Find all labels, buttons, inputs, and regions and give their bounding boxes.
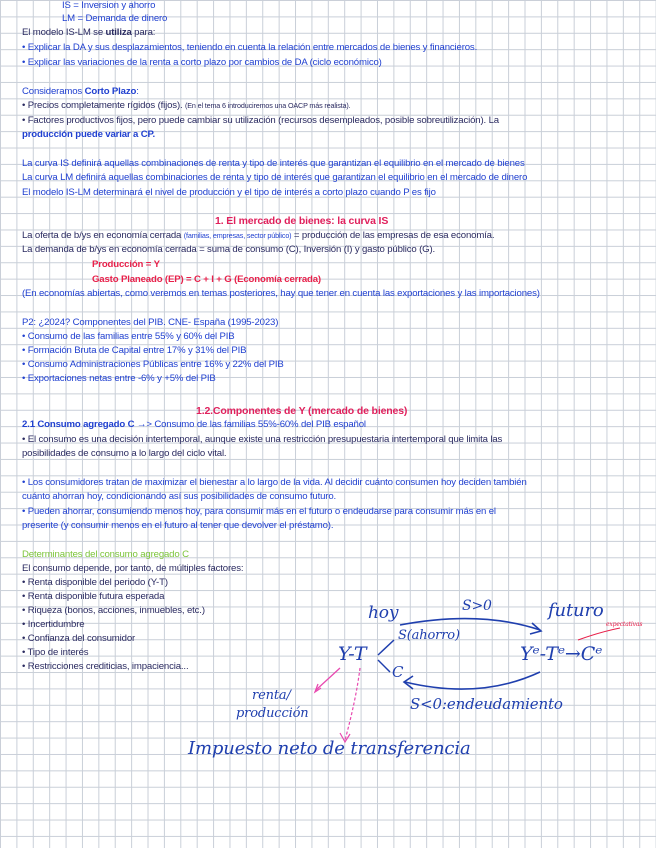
sketch-impuesto: Impuesto neto de transferencia [188,738,471,759]
consumo-paragraph-2b: cuánto ahorran hoy, condicionando así sus posibilidades de consumo futuro. [22,491,337,502]
determinants-lead: El consumo depende, por tanto, de múltiples factores: [22,563,244,574]
sketch-futuro: futuro [548,600,604,621]
section-1-title: 1. El mercado de bienes: la curva IS [215,215,389,227]
sketch-expectativas: expectativas [606,621,643,628]
production-formula: Producción = Y [92,259,160,270]
determinant-item: • Incertidumbre [22,619,85,630]
model-usage-bold: utiliza [105,27,132,38]
sketch-ahorro: S(ahorro) [398,628,460,643]
demand-line: La demanda de b/ys en economía cerrada = suma de consumo (C), Inversión (I) y gasto público (G). [22,244,436,255]
determinant-item: • Riqueza (bonos, acciones, inmuebles, etc.) [22,605,205,616]
planned-spending-formula: Gasto Planeado (EP) = C + I + G (Economía cerrada) [92,274,321,285]
lm-curve-line: La curva LM definirá aquellas combinaciones de renta y tipo de interés que garantizan el equilibrio en el mercado de dinero [22,172,528,183]
debt-arrow [405,672,540,689]
determinant-item: • Confianza del consumidor [22,633,136,644]
supply-note: (familias, empresas, sector público) [183,231,292,240]
usage-item-1: • Explicar la DA y sus desplazamientos, teniendo en cuenta la relación entre mercados de bienes y financieros. [22,42,478,53]
consumo-paragraph-2: • Los consumidores tratan de maximizar el bienestar a lo largo de la vida. Al decidir cuánto consumen hoy deciden también [22,477,527,488]
model-determination-line: El modelo IS-LM determinará el nivel de producción y el tipo de interés a corto plazo cuando P es fijo [22,187,436,198]
lm-definition: LM = Demanda de dinero [62,13,168,24]
tax-pointer [345,668,360,740]
determinants-title: Determinantes del consumo agregado C [22,549,189,560]
supply-text: La oferta de b/ys en economía cerrada [22,230,184,241]
sketch-endeudamiento: S<0:endeudamiento [410,695,563,713]
consumo-heading: 2.1 Consumo agregado C [22,419,137,430]
p2-item: • Consumo de las familias entre 55% y 60% del PIB [22,331,235,342]
model-usage-text: El modelo IS-LM se [22,27,106,38]
section-1-2-title: 1.2.Componentes de Y (mercado de bienes) [196,405,408,417]
determinant-item: • Renta disponible futura esperada [22,591,165,602]
consumo-paragraph-1: • El consumo es una decisión intertemporal, aunque existe una restricción presupuestaria intertemporal que limita las [22,434,503,445]
sketch-produccion: producción [236,706,309,721]
savings-branch [378,640,394,655]
consumo-paragraph-3: • Pueden ahorrar, consumiendo menos hoy, para consumir más en el futuro o endeudarse para consumir más en el [22,506,496,517]
p2-item: • Formación Bruta de Capital entre 17% y 31% del PIB [22,345,247,356]
income-pointer [316,668,340,690]
sketch-savings-positive: S>0 [462,598,492,614]
is-curve-line: La curva IS definirá aquellas combinaciones de renta y tipo de interés que garantizan el equilibrio en el mercado de bienes [22,158,525,169]
p2-title: P2: ¿2024? Componentes del PIB. CNE- España (1995-2023) [22,317,279,328]
determinant-item: • Tipo de interés [22,647,89,658]
consumo-paragraph-1b: posibilidades de consumo a lo largo del ciclo vital. [22,448,227,459]
sketch-renta: renta/ [252,688,291,703]
short-term-lead-text: Consideramos [22,86,85,97]
sketch-hoy: hoy [368,603,399,623]
p2-item: • Consumo Administraciones Públicas entre 16% y 22% del PIB [22,359,284,370]
sketch-consumption: C [392,663,404,681]
consumo-paragraph-3b: presente (y consumir menos en el futuro al tener que devolver el préstamo). [22,520,334,531]
short-term-production: producción puede variar a CP. [22,129,156,140]
short-term-item-1-text: • Precios completamente rígidos (fijos). [22,100,186,111]
sketch-future-formula: Yᵉ-Tᵉ→Cᵉ [520,643,603,665]
consumo-share: →> Consumo de las familias 55%-60% del PIB español [136,419,366,430]
usage-item-2: • Explicar las variaciones de la renta a corto plazo por cambios de DA (ciclo económico) [22,57,382,68]
p2-item: • Exportaciones netas entre -6% y +5% del PIB [22,373,216,384]
is-definition: IS = Inversion y ahorro [62,0,156,11]
short-term-item-1-note: (En el tema 6 introduciremos una OACP más realista). [185,101,351,110]
short-term-item-2: • Factores productivos fijos, pero puede cambiar su utilización (recursos desempleados, posible sobreutilización). La [22,115,499,126]
expectations-pointer [578,628,620,640]
model-usage-tail: para: [131,27,156,38]
consumption-branch [378,660,390,672]
short-term-bold: Corto Plazo [84,86,137,97]
determinant-item: • Renta disponible del periodo (Y-T) [22,577,168,588]
short-term-colon: : [136,86,139,97]
open-economy-note: (En economías abiertas, como veremos en temas posteriores, hay que tener en cuenta las exportaciones y las importaciones) [22,288,540,299]
determinant-item: • Restricciones crediticias, impaciencia... [22,661,189,672]
sketch-disposable-income: Y-T [338,643,367,665]
supply-tail: = producción de las empresas de esa economía. [291,230,495,241]
